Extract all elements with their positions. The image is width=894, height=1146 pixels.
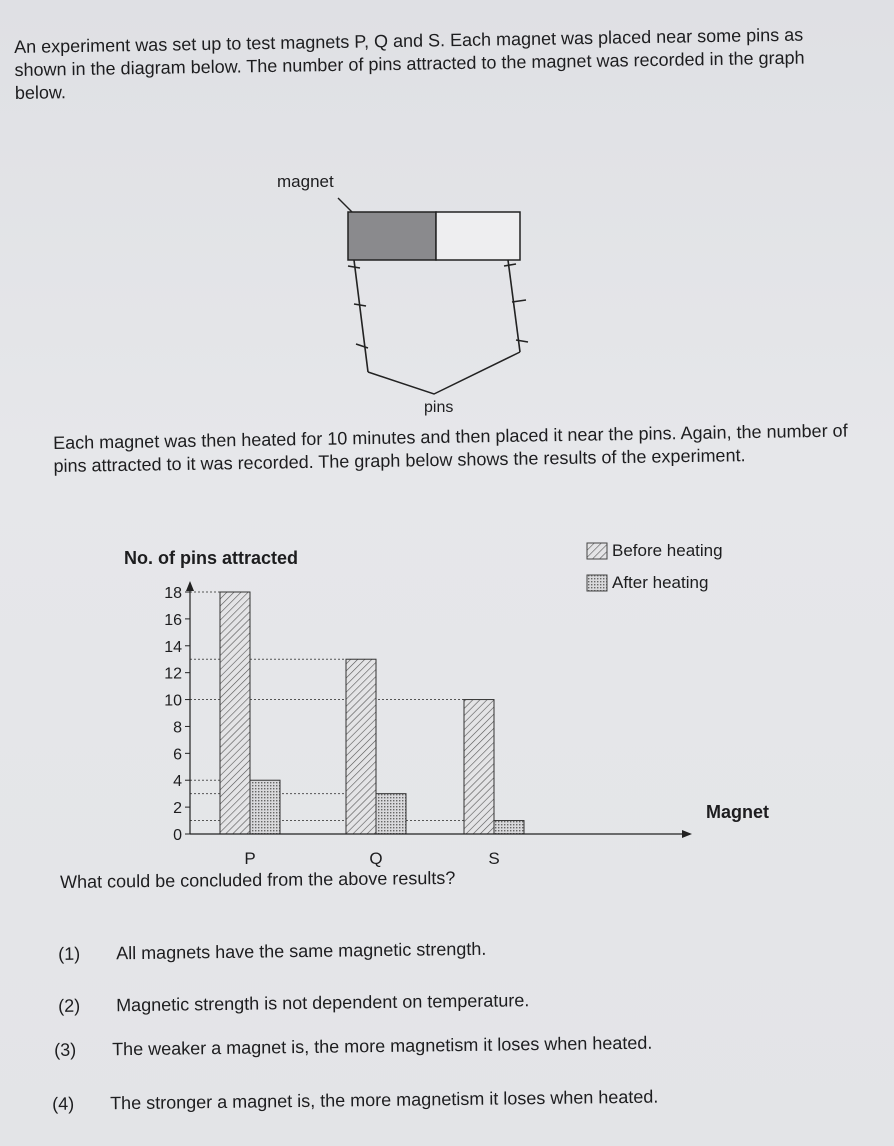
magnet-label: magnet — [277, 172, 334, 191]
y-tick-label: 2 — [173, 800, 182, 818]
x-category-label: P — [244, 849, 256, 868]
y-tick-label: 8 — [173, 719, 182, 737]
legend-swatch-after — [587, 575, 607, 591]
magnet-light-half — [436, 212, 520, 260]
y-tick-label: 12 — [164, 665, 182, 683]
option-number: (4) — [52, 1093, 75, 1114]
bar-q-before — [346, 659, 376, 834]
option-text: Magnetic strength is not dependent on temperature. — [115, 990, 530, 1016]
option-text: The weaker a magnet is, the more magnetism it loses when heated. — [111, 1032, 653, 1060]
bar-p-after — [250, 780, 280, 834]
x-axis-arrow — [682, 830, 692, 838]
left-pin-chain — [348, 260, 368, 372]
magnet-dark-half — [348, 212, 436, 260]
y-tick-label: 16 — [164, 611, 182, 629]
y-tick-label: 18 — [164, 585, 182, 602]
bar-p-before — [220, 592, 250, 834]
pins-label: pins — [424, 399, 454, 416]
y-axis-title: No. of pins attracted — [124, 548, 299, 568]
option-number: (2) — [58, 995, 81, 1016]
answer-option-1[interactable] — [58, 939, 486, 965]
answer-option-3[interactable] — [54, 1033, 652, 1061]
answer-option-4[interactable] — [52, 1087, 658, 1115]
legend-label-before: Before heating — [612, 541, 723, 560]
x-category-label: S — [488, 849, 500, 868]
intro-paragraph: An experiment was set up to test magnets P, Q and S. Each magnet was placed near some pins as shown in the diagram below. The number of pins attracted to the magnet was recorded in the graph below. — [14, 24, 805, 103]
answer-option-2[interactable] — [58, 990, 529, 1017]
pins-bar-chart — [120, 536, 800, 876]
heating-paragraph: Each magnet was then heated for 10 minutes and then placed it near the pins. Again, the number of pins attracted to it was recorded. The graph below shows the results of the experiment. — [53, 420, 848, 476]
pins-chain-bottom — [368, 352, 520, 394]
option-number: (1) — [58, 943, 81, 964]
right-pin-chain — [504, 260, 528, 352]
bar-s-before — [464, 700, 494, 834]
option-text: All magnets have the same magnetic strength. — [115, 938, 487, 964]
magnet-pins-diagram — [330, 192, 550, 407]
x-axis-title: Magnet — [706, 802, 769, 822]
y-tick-label: 4 — [173, 773, 182, 791]
bar-s-after — [494, 821, 524, 834]
y-tick-label: 6 — [173, 746, 182, 764]
y-axis-arrow — [186, 581, 194, 591]
y-tick-label: 14 — [164, 638, 182, 656]
legend-swatch-before — [587, 543, 607, 559]
legend-label-after: After heating — [612, 573, 709, 592]
x-axis-labels — [244, 849, 499, 868]
legend — [587, 541, 723, 592]
x-category-label: Q — [369, 849, 383, 868]
option-number: (3) — [54, 1039, 77, 1060]
bars — [220, 592, 524, 834]
y-tick-label: 0 — [173, 827, 182, 844]
option-text: The stronger a magnet is, the more magnetism it loses when heated. — [109, 1086, 659, 1114]
y-tick-label: 10 — [164, 692, 182, 710]
y-axis-ticks — [164, 585, 190, 844]
bar-q-after — [376, 794, 406, 834]
question-text: What could be concluded from the above results? — [60, 867, 456, 892]
